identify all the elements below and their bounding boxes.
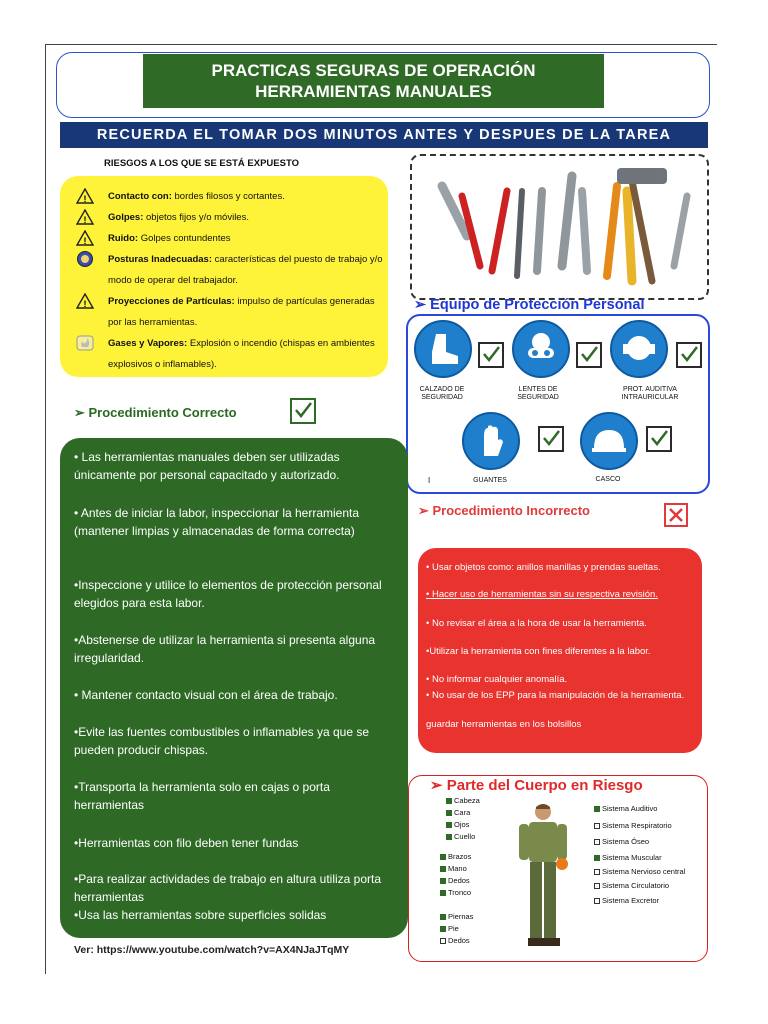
check-boot [478, 342, 504, 368]
correct-item: •Abstenerse de utilizar la herramienta si presenta alguna irregularidad. [74, 633, 376, 665]
check-goggles [576, 342, 602, 368]
body-part-item: Dedos [440, 936, 470, 946]
svg-text:!: ! [83, 194, 87, 204]
body-part-item: Piernas [440, 912, 473, 922]
reminder-banner: RECUERDA EL TOMAR DOS MINUTOS ANTES Y DESPUES DE LA TAREA [60, 122, 708, 148]
check-helmet [646, 426, 672, 452]
incorrect-item: • No usar de los EPP para la manipulación de la herramienta. [426, 690, 685, 701]
warning-icon [76, 188, 94, 204]
correct-item: • Las herramientas manuales deben ser utilizadas únicamente por personal capacitado y autorizado. [74, 450, 340, 482]
warning-icon [76, 293, 94, 309]
epp-label-helmet: CASCO [595, 476, 621, 483]
body-part-item: Pie [440, 924, 459, 934]
body-system-item: Sistema Muscular [594, 853, 662, 863]
posture-icon [76, 251, 94, 267]
correct-item: •Usa las herramientas sobre superficies solidas [74, 908, 327, 922]
risks-title: RIESGOS A LOS QUE SE ESTÁ EXPUESTO [104, 158, 299, 169]
body-part-item: Cabeza [446, 796, 480, 806]
correct-procedure-title: ➢ Procedimiento Correcto [74, 405, 237, 420]
body-system-item: Sistema Auditivo [594, 804, 657, 814]
correct-item: •Transporta la herramienta solo en cajas o porta herramientas [74, 780, 330, 812]
epp-label-ear: PROT. AUDITIVA INTRAURICULAR [621, 386, 679, 401]
check-icon [290, 398, 316, 424]
svg-text:!: ! [83, 236, 87, 246]
goggles-icon [512, 320, 570, 378]
correct-item: •Inspeccione y utilice lo elementos de protección personal elegidos para esta labor. [74, 578, 382, 610]
epp-label-glove: GUANTES [473, 477, 507, 484]
svg-text:!: ! [83, 299, 87, 309]
risk-item: ! Proyecciones de Partículas: impulso de partículas generadas por las herramientas. [78, 291, 383, 333]
incorrect-procedure-title: ➢ Procedimiento Incorrecto [418, 503, 590, 518]
risk-item: ! Contacto con: bordes filosos y cortantes. [78, 186, 383, 207]
incorrect-procedure-panel [418, 548, 702, 753]
gas-icon [76, 335, 94, 351]
incorrect-item: • No revisar el área a la hora de usar la herramienta. [426, 618, 647, 629]
body-part-item: Brazos [440, 852, 471, 862]
worker-figure-icon [514, 800, 572, 952]
body-part-item: Tronco [440, 888, 471, 898]
risk-item: Gases y Vapores: Explosión o incendio (chispas en ambientes explosivos o inflamables). [78, 333, 383, 375]
page-title [143, 54, 604, 108]
body-part-item: Cuello [446, 832, 475, 842]
epp-title: ➢ Equipo de Protección Personal [414, 297, 645, 313]
correct-procedure-panel [60, 438, 408, 938]
warning-icon [76, 209, 94, 225]
body-part-item: Cara [446, 808, 470, 818]
tools-image [410, 154, 709, 300]
epp-panel [406, 314, 710, 494]
body-part-item: Mano [440, 864, 467, 874]
title-line-1: PRACTICAS SEGURAS DE OPERACIÓN [211, 61, 536, 80]
epp-label-goggles: LENTES DE SEGURIDAD [517, 386, 559, 401]
incorrect-item: guardar herramientas en los bolsillos [426, 719, 582, 730]
risk-item: Posturas Inadecuadas: características del puesto de trabajo y/o modo de operar del trabajador. [78, 249, 383, 291]
incorrect-item: • Hacer uso de herramientas sin su respectiva revisión. [426, 589, 658, 600]
video-link[interactable]: Ver: https://www.youtube.com/watch?v=AX4NJaJTqMY [74, 944, 350, 956]
correct-item: •Herramientas con filo deben tener fundas [74, 836, 299, 850]
check-ear [676, 342, 702, 368]
body-system-item: Sistema Nervioso central [594, 867, 685, 877]
body-part-item: Ojos [446, 820, 469, 830]
cross-icon [664, 503, 688, 527]
boot-icon [414, 320, 472, 378]
risk-item: ! Golpes: objetos fijos y/o móviles. [78, 207, 383, 228]
incorrect-item: •Utilizar la herramienta con fines diferentes a la labor. [426, 646, 651, 657]
body-system-item: Sistema Óseo [594, 837, 649, 847]
warning-icon [76, 230, 94, 246]
top-rule [45, 44, 717, 45]
helmet-icon [580, 412, 638, 470]
body-part-item: Dedos [440, 876, 470, 886]
title-line-2: HERRAMIENTAS MANUALES [255, 82, 492, 101]
body-system-item: Sistema Circulatorio [594, 881, 669, 891]
epp-mark: I [428, 476, 431, 485]
risks-panel [60, 176, 388, 377]
correct-item: • Mantener contacto visual con el área de trabajo. [74, 688, 338, 702]
glove-icon [462, 412, 520, 470]
correct-item: •Para realizar actividades de trabajo en altura utiliza porta herramientas [74, 872, 382, 904]
check-glove [538, 426, 564, 452]
incorrect-item: • No informar cualquier anomalía. [426, 674, 568, 685]
body-system-item: Sistema Excretor [594, 896, 659, 906]
body-system-item: Sistema Respiratorio [594, 821, 672, 831]
body-parts-title: ➢ Parte del Cuerpo en Riesgo [430, 777, 643, 794]
svg-text:!: ! [83, 215, 87, 225]
left-rule [45, 44, 46, 974]
correct-item: • Antes de iniciar la labor, inspeccionar la herramienta (mantener limpias y almacenadas de forma correcta) [74, 506, 360, 538]
incorrect-item: • Usar objetos como: anillos manillas y prendas sueltas. [426, 562, 661, 573]
correct-item: •Evite las fuentes combustibles o inflamables ya que se pueden producir chispas. [74, 725, 370, 757]
risk-item: ! Ruido: Golpes contundentes [78, 228, 383, 249]
ear-protection-icon [610, 320, 668, 378]
epp-label-boot: CALZADO DE SEGURIDAD [419, 386, 465, 401]
hand-tools-icon [412, 156, 703, 294]
